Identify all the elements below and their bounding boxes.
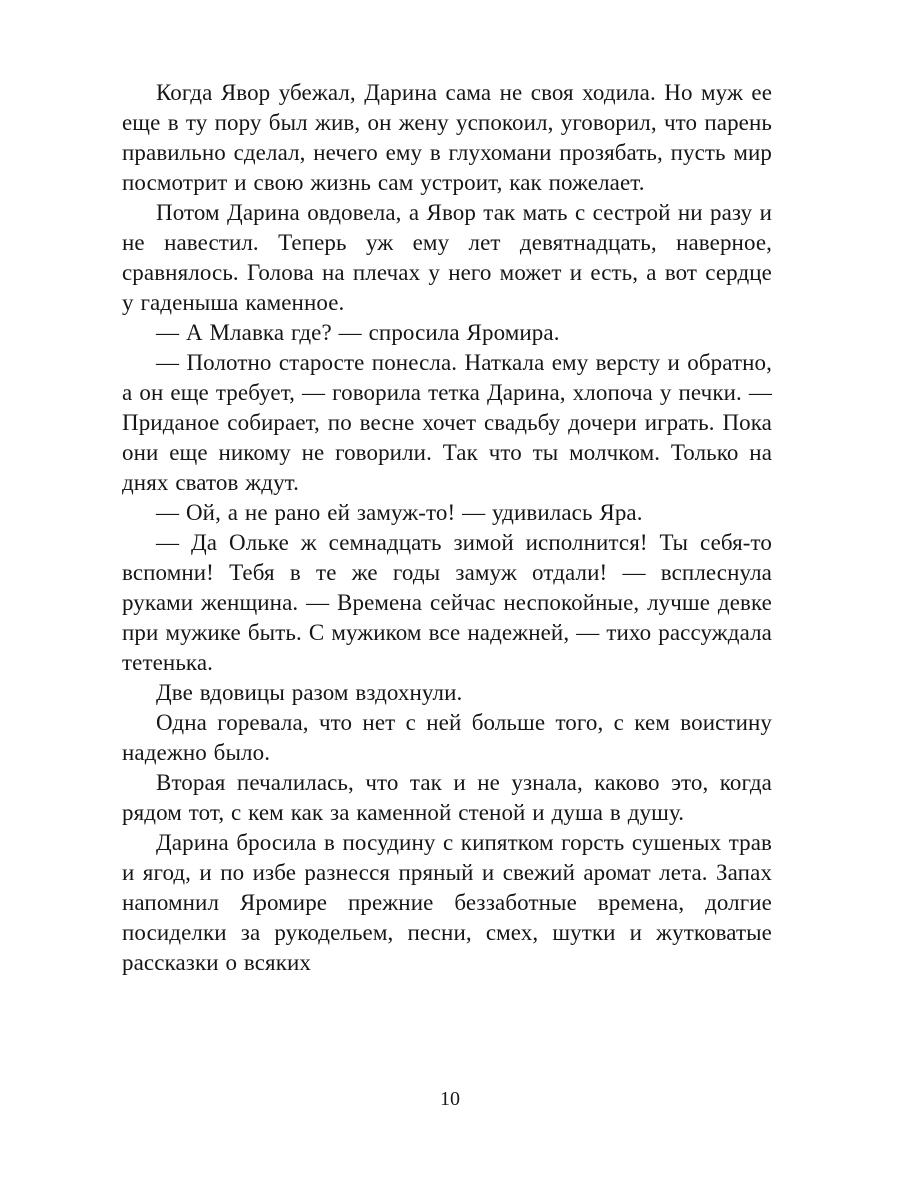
paragraph: Дарина бросила в посудину с кипятком горсть сушеных трав и ягод, и по избе разнесся пряный и свежий аромат лета. Запах напомнил Яромире прежние беззаботные времена, долгие посиделки за рукодельем, песни, смех, шутки и жутковатые рассказки о всяких xyxy=(122,830,772,975)
paragraph: Потом Дарина овдовела, а Явор так мать с сестрой ни разу и не навестил. Теперь уж ему лет девятнадцать, наверное, сравнялось. Голова на плечах у него может и есть, а вот сердце у гаденыша каменное. xyxy=(122,200,772,315)
paragraph-dialogue: — Да Ольке ж семнадцать зимой исполнится! Ты себя-то вспомни! Тебя в те же годы замуж отдали! — всплеснула руками женщина. — Времена сейчас неспокойные, лучше девке при мужике быть. С мужиком все надежней, — тихо рассуждала тетенька. xyxy=(122,530,772,675)
page-number: 10 xyxy=(440,1088,460,1110)
paragraph: Одна горевала, что нет с ней больше того, с кем воистину надежно было. xyxy=(122,710,772,765)
paragraph: Когда Явор убежал, Дарина сама не своя ходила. Но муж ее еще в ту пору был жив, он жену успокоил, уговорил, что парень правильно сделал, нечего ему в глухомани прозябать, пусть мир посмотрит и свою жизнь сам устроит, как пожелает. xyxy=(122,80,772,195)
paragraph-dialogue: — А Млавка где? — спросила Яромира. xyxy=(156,320,560,345)
page-footer xyxy=(0,1088,900,1111)
paragraph: Вторая печалилась, что так и не узнала, каково это, когда рядом тот, с кем как за каменной стеной и душа в душу. xyxy=(122,770,772,825)
page-text xyxy=(122,78,772,978)
paragraph-dialogue: — Полотно старосте понесла. Наткала ему версту и обратно, а он еще требует, — говорила тетка Дарина, хлопоча у печки. — Приданое собирает, по весне хочет свадьбу дочери играть. Пока они еще никому не говорили. Так что ты молчком. Только на днях сватов ждут. xyxy=(122,350,772,495)
paragraph-dialogue: — Ой, а не рано ей замуж-то! — удивилась Яра. xyxy=(156,500,643,525)
paragraph: Две вдовицы разом вздохнули. xyxy=(156,680,463,705)
